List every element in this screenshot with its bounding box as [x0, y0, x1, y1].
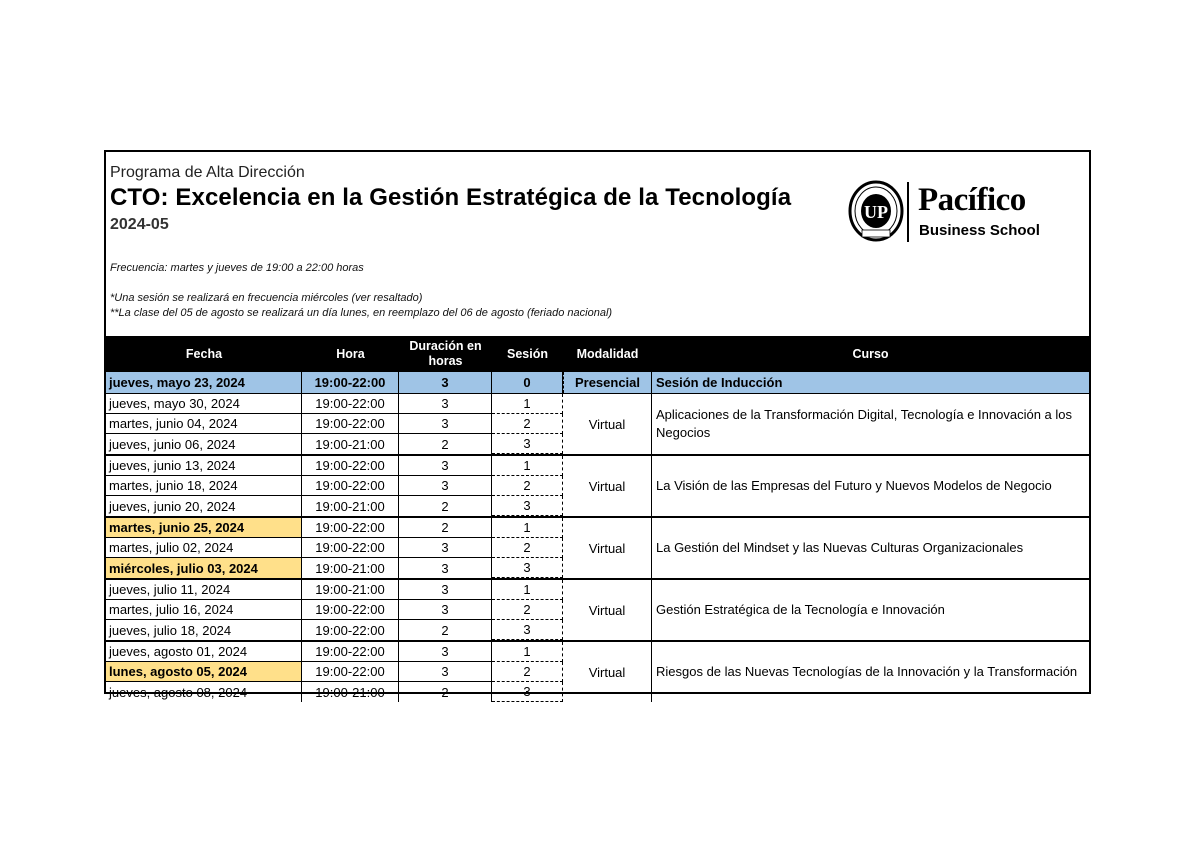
curso-cell: La Gestión del Mindset y las Nuevas Culturas Organizacionales	[656, 540, 1024, 555]
duracion-cell: 2	[399, 682, 492, 702]
header-curso: Curso	[852, 346, 889, 361]
hora-cell: 19:00-21:00	[302, 682, 399, 702]
course-group	[106, 642, 1089, 702]
fecha-cell: miércoles, julio 03, 2024	[106, 558, 302, 578]
course-group	[106, 456, 1089, 518]
fecha-cell: lunes, agosto 05, 2024	[106, 662, 302, 682]
fecha-cell: jueves, agosto 08, 2024	[106, 682, 302, 702]
sesion-cell: 1	[492, 580, 563, 600]
induction-hora: 19:00-22:00	[302, 372, 399, 393]
header-hora: Hora	[336, 346, 365, 361]
hora-cell: 19:00-22:00	[302, 456, 399, 476]
hora-cell: 19:00-22:00	[302, 642, 399, 662]
modalidad-cell: Virtual	[563, 394, 652, 454]
duracion-cell: 3	[399, 580, 492, 600]
hora-cell: 19:00-22:00	[302, 538, 399, 558]
table-header	[106, 336, 1089, 372]
schedule-sheet	[104, 150, 1091, 700]
curso-cell: Aplicaciones de la Transformación Digital, Tecnología e Innovación a los Negocios	[656, 407, 1072, 440]
duracion-cell: 3	[399, 414, 492, 434]
hora-cell: 19:00-21:00	[302, 580, 399, 600]
fecha-cell: martes, julio 16, 2024	[106, 600, 302, 620]
course-group	[106, 394, 1089, 456]
sesion-cell: 3	[492, 496, 563, 516]
duracion-cell: 3	[399, 538, 492, 558]
header-duracion: Duración en horas	[409, 339, 482, 368]
induction-modalidad: Presencial	[563, 372, 652, 393]
duracion-cell: 2	[399, 434, 492, 454]
hora-cell: 19:00-21:00	[302, 434, 399, 454]
header-modalidad: Modalidad	[576, 346, 639, 361]
duracion-cell: 3	[399, 600, 492, 620]
sesion-cell: 2	[492, 414, 563, 434]
course-group	[106, 580, 1089, 642]
hora-cell: 19:00-22:00	[302, 620, 399, 640]
sesion-cell: 2	[492, 538, 563, 558]
duracion-cell: 3	[399, 476, 492, 496]
fecha-cell: martes, julio 02, 2024	[106, 538, 302, 558]
sesion-cell: 2	[492, 476, 563, 496]
sesion-cell: 1	[492, 394, 563, 414]
curso-cell: La Visión de las Empresas del Futuro y Nuevos Modelos de Negocio	[656, 478, 1052, 493]
fecha-cell: jueves, junio 20, 2024	[106, 496, 302, 516]
modalidad-cell: Virtual	[563, 518, 652, 578]
sesion-cell: 3	[492, 434, 563, 454]
brand-subtitle: Business School	[919, 222, 1040, 239]
header-fecha: Fecha	[185, 346, 223, 361]
holiday-note: **La clase del 05 de agosto se realizará un día lunes, en reemplazo del 06 de agosto (feriado nacional)	[110, 307, 613, 319]
fecha-cell: jueves, mayo 30, 2024	[106, 394, 302, 414]
sesion-cell: 1	[492, 642, 563, 662]
induction-row	[106, 372, 1089, 394]
fecha-cell: martes, junio 04, 2024	[106, 414, 302, 434]
duracion-cell: 3	[399, 456, 492, 476]
program-code: 2024-05	[110, 216, 169, 233]
hora-cell: 19:00-22:00	[302, 600, 399, 620]
fecha-cell: martes, junio 25, 2024	[106, 518, 302, 538]
logo-divider	[907, 182, 909, 242]
duracion-cell: 3	[399, 642, 492, 662]
duracion-cell: 3	[399, 662, 492, 682]
induction-curso: Sesión de Inducción	[656, 375, 783, 390]
frequency-note: Frecuencia: martes y jueves de 19:00 a 22:00 horas	[110, 262, 364, 274]
sesion-cell: 3	[492, 558, 563, 578]
duracion-cell: 2	[399, 518, 492, 538]
fecha-cell: jueves, junio 06, 2024	[106, 434, 302, 454]
wednesday-note: *Una sesión se realizará en frecuencia miércoles (ver resaltado)	[110, 292, 423, 304]
fecha-cell: jueves, julio 18, 2024	[106, 620, 302, 640]
induction-fecha: jueves, mayo 23, 2024	[106, 372, 302, 393]
fecha-cell: jueves, agosto 01, 2024	[106, 642, 302, 662]
fecha-cell: martes, junio 18, 2024	[106, 476, 302, 496]
sesion-cell: 3	[492, 620, 563, 640]
sesion-cell: 1	[492, 456, 563, 476]
schedule-table	[106, 336, 1089, 702]
pacifico-logo	[848, 180, 1048, 244]
hora-cell: 19:00-22:00	[302, 662, 399, 682]
fecha-cell: jueves, junio 13, 2024	[106, 456, 302, 476]
fecha-cell: jueves, julio 11, 2024	[106, 580, 302, 600]
induction-duracion: 3	[399, 372, 492, 393]
hora-cell: 19:00-22:00	[302, 518, 399, 538]
sesion-cell: 1	[492, 518, 563, 538]
hora-cell: 19:00-22:00	[302, 414, 399, 434]
curso-cell: Riesgos de las Nuevas Tecnologías de la Innovación y la Transformación	[656, 664, 1078, 679]
program-subtitle: Programa de Alta Dirección	[110, 164, 305, 181]
modalidad-cell: Virtual	[563, 456, 652, 516]
duracion-cell: 3	[399, 558, 492, 578]
induction-sesion: 0	[492, 372, 563, 393]
university-seal-icon	[848, 180, 904, 242]
brand-name: Pacífico	[918, 182, 1026, 218]
modalidad-cell: Virtual	[563, 642, 652, 702]
duracion-cell: 2	[399, 620, 492, 640]
course-groups	[106, 394, 1089, 702]
curso-cell: Gestión Estratégica de la Tecnología e Innovación	[656, 602, 945, 617]
sesion-cell: 3	[492, 682, 563, 702]
modalidad-cell: Virtual	[563, 580, 652, 640]
course-group	[106, 518, 1089, 580]
program-title: CTO: Excelencia en la Gestión Estratégica de la Tecnología	[110, 184, 792, 211]
hora-cell: 19:00-21:00	[302, 558, 399, 578]
sesion-cell: 2	[492, 662, 563, 682]
svg-text:UP: UP	[864, 202, 888, 222]
hora-cell: 19:00-22:00	[302, 476, 399, 496]
hora-cell: 19:00-22:00	[302, 394, 399, 414]
duracion-cell: 3	[399, 394, 492, 414]
hora-cell: 19:00-21:00	[302, 496, 399, 516]
duracion-cell: 2	[399, 496, 492, 516]
sesion-cell: 2	[492, 600, 563, 620]
header-sesion: Sesión	[507, 346, 548, 361]
